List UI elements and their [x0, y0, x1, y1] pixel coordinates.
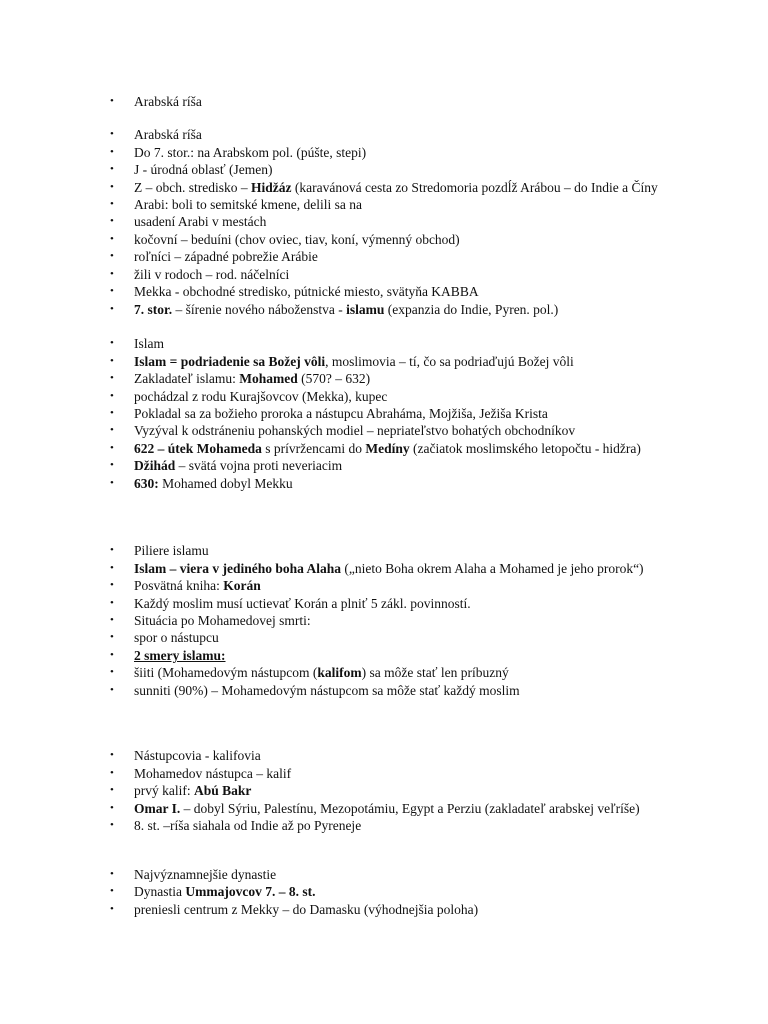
bullet-icon: • [110, 407, 114, 419]
bullet-icon: • [110, 163, 114, 175]
text-segment: Mekka - obchodné stredisko, pútnické miesto, svätyňa KABBA [134, 284, 479, 299]
list-item-text [134, 335, 164, 352]
bullet-icon: • [110, 802, 114, 814]
list-item-text [134, 457, 342, 474]
text-segment: Islam [134, 336, 164, 351]
text-segment: (570? – 632) [297, 371, 371, 386]
text-segment: Zakladateľ islamu: [134, 371, 240, 386]
bullet-icon: • [110, 198, 114, 210]
list-item-text [134, 93, 202, 110]
bullet-icon: • [110, 442, 114, 454]
bullet-icon: • [110, 597, 114, 609]
list-item-text [134, 144, 366, 161]
bullet-icon: • [110, 819, 114, 831]
bold-text: Islam – viera v jediného boha Alaha [134, 561, 342, 576]
text-segment: Každý moslim musí uctievať Korán a plniť 5 zákl. povinností. [134, 596, 471, 611]
bold-text: Džihád [134, 458, 176, 473]
bullet-icon: • [110, 95, 114, 107]
text-segment: 8. st. –ríša siahala od Indie až po Pyreneje [134, 818, 362, 833]
bullet-icon: • [110, 885, 114, 897]
bullet-icon: • [110, 649, 114, 661]
list-item-text [134, 612, 311, 629]
text-segment: usadení Arabi v mestách [134, 214, 267, 229]
bullet-icon: • [110, 303, 114, 315]
text-segment: sunniti (90%) – Mohamedovým nástupcom sa môže stať každý moslim [134, 683, 520, 698]
list-item-text [134, 747, 261, 764]
text-segment: Nástupcovia - kalifovia [134, 748, 261, 763]
bold-text: 630: [134, 476, 159, 491]
bullet-icon: • [110, 544, 114, 556]
bullet-icon: • [110, 579, 114, 591]
bold-text: Medíny [365, 441, 410, 456]
list-item-text [134, 126, 202, 143]
list-item-text [134, 388, 387, 405]
bullet-icon: • [110, 181, 114, 193]
list-item-text [134, 560, 644, 577]
text-segment: Vyzýval k odstráneniu pohanských modiel – nepriateľstvo bohatých obchodníkov [134, 423, 576, 438]
list-item-text [134, 370, 370, 387]
list-item-text [134, 866, 276, 883]
text-segment: preniesli centrum z Mekky – do Damasku (výhodnejšia poloha) [134, 902, 479, 917]
bullet-icon: • [110, 666, 114, 678]
list-item-text [134, 647, 226, 664]
list-item-text [134, 817, 361, 834]
text-segment: ) sa môže stať len príbuzný [361, 665, 509, 680]
text-segment: („nieto Boha okrem Alaha a Mohamed je jeho prorok“) [341, 561, 644, 576]
bold-text: Omar I. [134, 801, 181, 816]
bullet-icon: • [110, 684, 114, 696]
bullet-icon: • [110, 337, 114, 349]
text-segment: , moslimovia – tí, čo sa podriaďujú Božej vôli [325, 354, 574, 369]
bullet-icon: • [110, 128, 114, 140]
list-item-text [134, 664, 509, 681]
bold-text: kalifom [317, 665, 362, 680]
bold-text: 2 smery islamu: [134, 648, 226, 663]
list-item-text [134, 595, 471, 612]
text-segment: Arabská ríša [134, 127, 202, 142]
text-segment: – šírenie nového náboženstva - [172, 302, 347, 317]
bold-text: Hidžáz [251, 180, 292, 195]
bold-text: islamu [346, 302, 385, 317]
text-segment: prvý kalif: [134, 783, 194, 798]
list-item-text [134, 283, 479, 300]
text-segment: pochádzal z rodu Kurajšovcov (Mekka), kupec [134, 389, 388, 404]
text-segment: žili v rodoch – rod. náčelníci [134, 267, 290, 282]
bullet-icon: • [110, 767, 114, 779]
bullet-icon: • [110, 631, 114, 643]
bullet-icon: • [110, 424, 114, 436]
bullet-icon: • [110, 250, 114, 262]
bullet-icon: • [110, 355, 114, 367]
text-segment: (expanzia do Indie, Pyren. pol.) [384, 302, 559, 317]
text-segment: (karavánová cesta zo Stredomoria pozdĺž Arábou – do Indie a Číny [291, 180, 658, 195]
text-segment: s prívržencami do [261, 441, 366, 456]
list-item-text [134, 901, 478, 918]
text-segment: Posvätná kniha: [134, 578, 224, 593]
list-item-text [134, 800, 640, 817]
list-item-text [134, 301, 558, 318]
bullet-icon: • [110, 233, 114, 245]
text-segment: – svätá vojna proti neveriacim [175, 458, 343, 473]
bold-text: Korán [223, 578, 261, 593]
bold-text: 622 – útek Mohameda [134, 441, 262, 456]
list-item-text [134, 577, 261, 594]
list-item-text [134, 475, 293, 492]
bullet-icon: • [110, 749, 114, 761]
list-item-text [134, 682, 520, 699]
bullet-icon: • [110, 614, 114, 626]
text-segment: kočovní – beduíni (chov oviec, tiav, koní, výmenný obchod) [134, 232, 460, 247]
bold-text: 7. stor. [134, 302, 173, 317]
list-item-text [134, 213, 266, 230]
bullet-icon: • [110, 146, 114, 158]
text-segment: Situácia po Mohamedovej smrti: [134, 613, 311, 628]
bold-text: Ummajovcov 7. – 8. st. [185, 884, 316, 899]
bullet-icon: • [110, 285, 114, 297]
list-item-text [134, 266, 289, 283]
text-segment: roľníci – západné pobrežie Arábie [134, 249, 318, 264]
list-item-text [134, 353, 574, 370]
text-segment: Z – obch. stredisko – [134, 180, 251, 195]
list-item-text [134, 765, 291, 782]
text-segment: Mohamedov nástupca – kalif [134, 766, 292, 781]
text-segment: J - úrodná oblasť (Jemen) [134, 162, 273, 177]
bullet-icon: • [110, 268, 114, 280]
text-segment: Do 7. stor.: na Arabskom pol. (púšte, stepi) [134, 145, 367, 160]
text-segment: Najvýznamnejšie dynastie [134, 867, 277, 882]
list-item-text [134, 883, 315, 900]
text-segment: Piliere islamu [134, 543, 209, 558]
text-segment: šiiti (Mohamedovým nástupcom ( [134, 665, 318, 680]
bullet-icon: • [110, 459, 114, 471]
list-item-text [134, 542, 209, 559]
text-segment: Arabská ríša [134, 94, 202, 109]
text-segment: Arabi: boli to semitské kmene, delili sa na [134, 197, 362, 212]
text-segment: Pokladal sa za božieho proroka a nástupcu Abraháma, Mojžiša, Ježiša Krista [134, 406, 548, 421]
bullet-icon: • [110, 903, 114, 915]
text-segment: spor o nástupcu [134, 630, 219, 645]
list-item-text [134, 422, 575, 439]
list-item-text [134, 161, 272, 178]
text-segment: – dobyl Sýriu, Palestínu, Mezopotámiu, Egypt a Perziu (zakladateľ arabskej veľríše) [180, 801, 640, 816]
list-item-text [134, 179, 658, 196]
bullet-icon: • [110, 215, 114, 227]
bold-text: Abú Bakr [194, 783, 252, 798]
bold-text: Mohamed [239, 371, 298, 386]
list-item-text [134, 782, 251, 799]
list-item-text [134, 405, 548, 422]
bullet-icon: • [110, 562, 114, 574]
bullet-icon: • [110, 868, 114, 880]
list-item-text [134, 231, 460, 248]
text-segment: Mohamed dobyl Mekku [158, 476, 293, 491]
bullet-icon: • [110, 477, 114, 489]
list-item-text [134, 196, 362, 213]
list-item-text [134, 629, 219, 646]
bullet-icon: • [110, 372, 114, 384]
bullet-icon: • [110, 784, 114, 796]
list-item-text [134, 248, 318, 265]
text-segment: Dynastia [134, 884, 186, 899]
list-item-text [134, 440, 641, 457]
text-segment: (začiatok moslimského letopočtu - hidžra) [409, 441, 641, 456]
bold-text: Islam = podriadenie sa Božej vôli [134, 354, 326, 369]
bullet-icon: • [110, 390, 114, 402]
